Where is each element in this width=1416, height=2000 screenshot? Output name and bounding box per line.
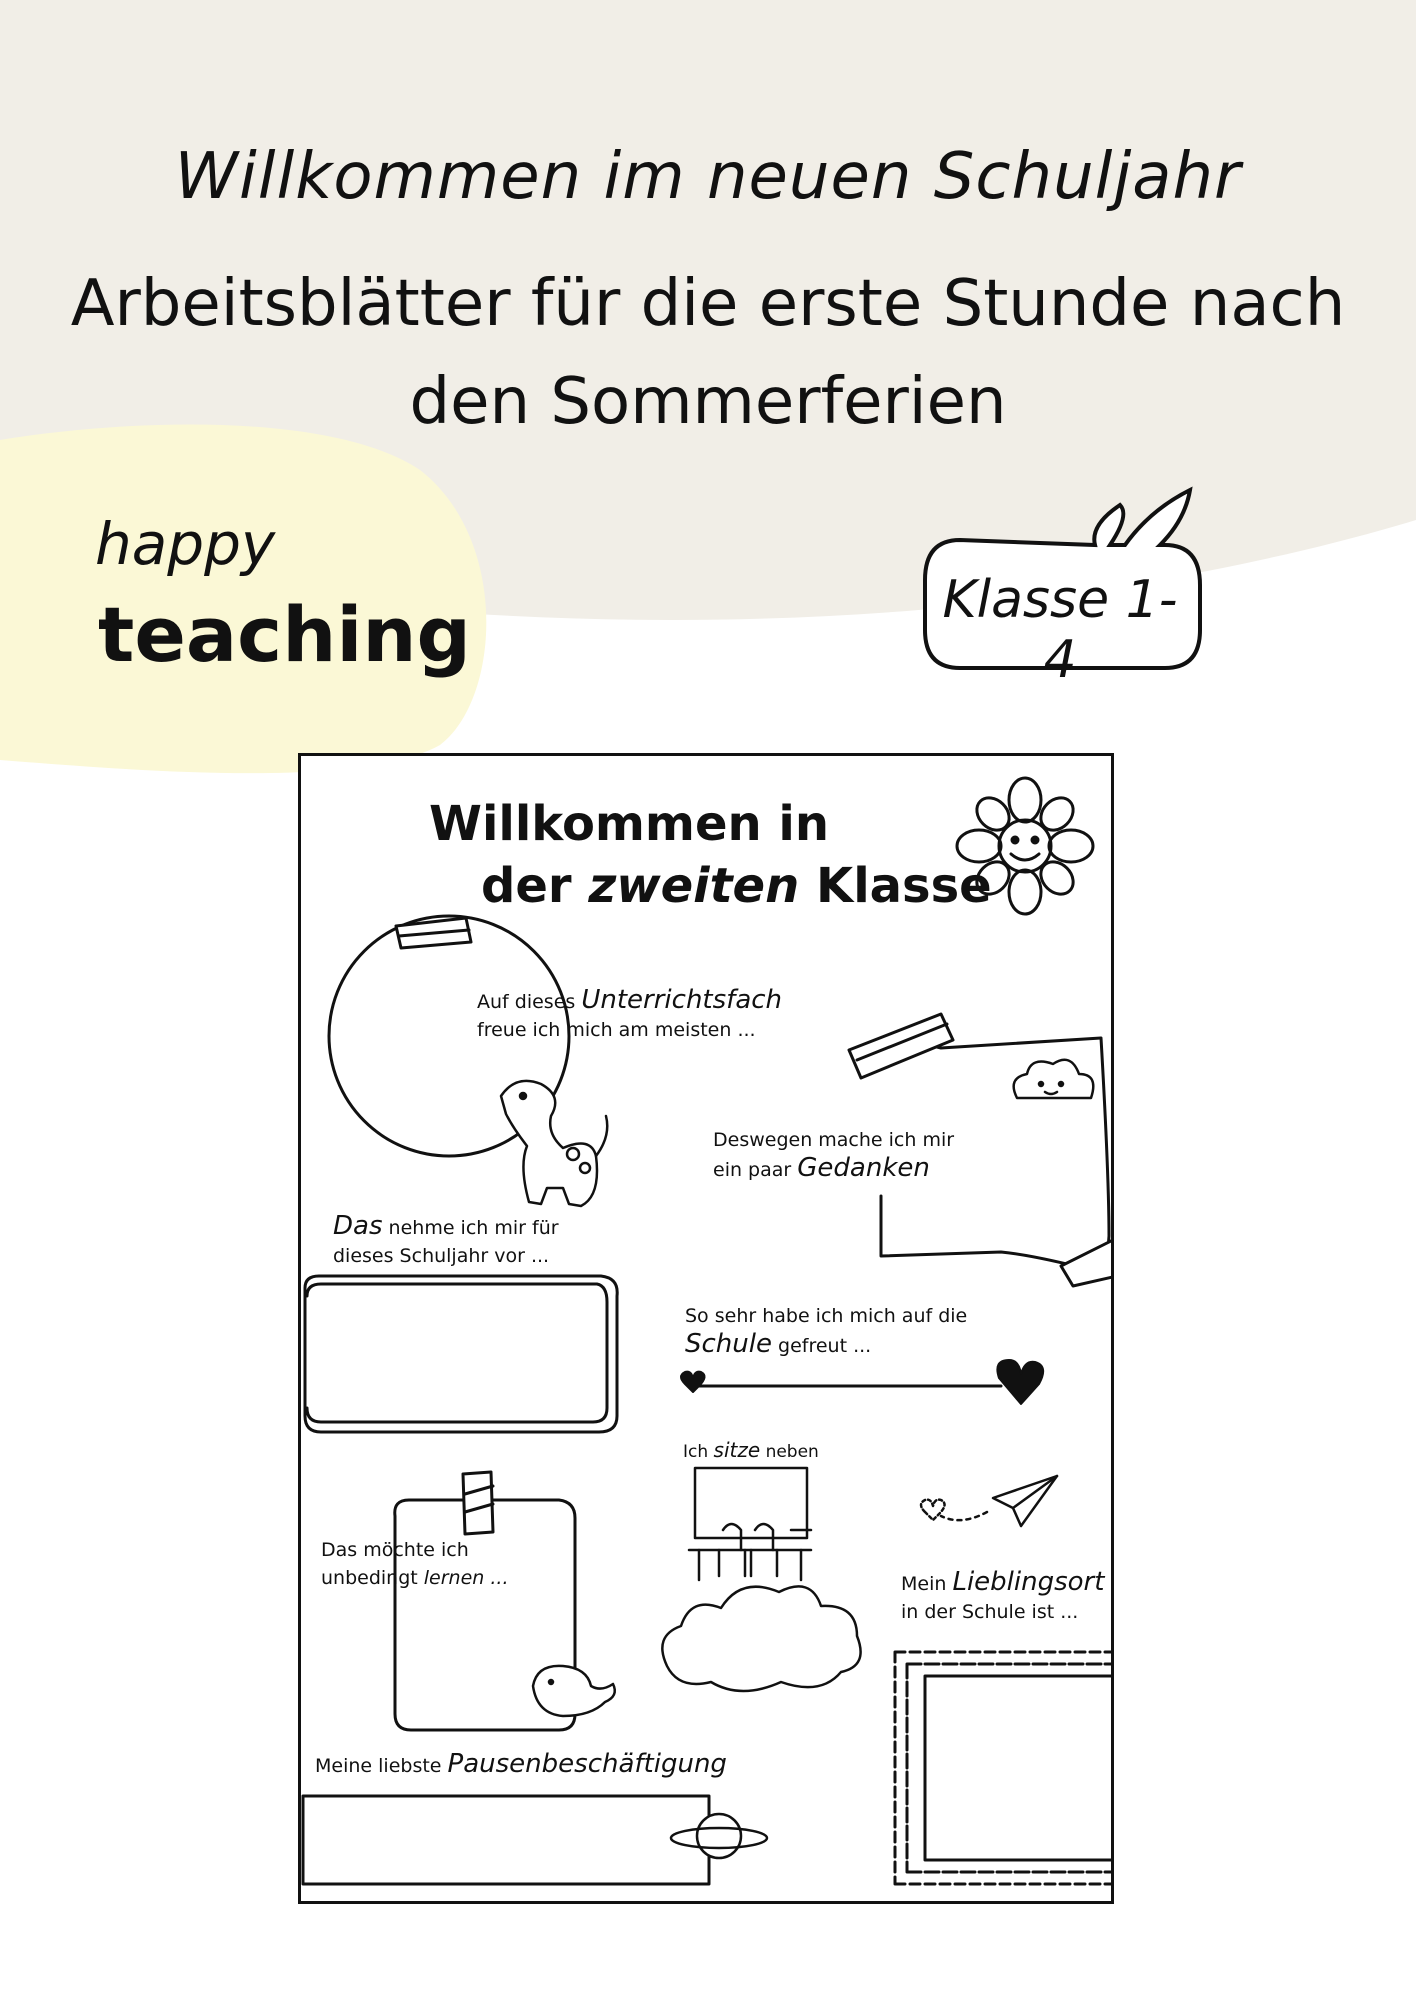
prompt-favorite-place [901,1568,1104,1626]
prompt-thoughts [713,1126,954,1184]
favorite-place-frame [895,1652,1114,1884]
prompt-school-joy-a: So sehr habe ich mich auf die [685,1305,968,1327]
prompt-resolution [333,1212,559,1270]
prompt-learn [321,1536,509,1592]
planet-icon [671,1814,767,1858]
cloud-icon [1014,1060,1094,1098]
title-zweiten: zweiten [588,858,800,914]
prompt-favorite-place-b: Lieblingsort [952,1567,1105,1597]
prompt-school-joy-c: gefreut ... [778,1335,872,1357]
prompt-seat-a: Ich [683,1442,709,1462]
prompt-learn-a: Das möchte ich [321,1539,469,1561]
worksheet-title-line-1: Willkommen in [429,796,830,852]
prompt-thoughts-a: Deswegen mache ich mir [713,1129,955,1151]
prompt-thoughts-c: Gedanken [797,1153,930,1183]
brand-happy: happy [95,510,276,578]
break-box-frame [303,1796,709,1884]
prompt-subject-c: freue ich mich am meisten ... [477,1019,756,1041]
subtitle-line-1: Arbeitsblätter für die erste Stunde nach [70,267,1346,341]
heart-line [681,1360,1043,1404]
prompt-school-joy-b: Schule [685,1329,772,1359]
subtitle [60,255,1356,451]
prompt-subject-a: Auf dieses [477,991,576,1013]
prompt-seat-b: sitze [713,1438,761,1462]
prompt-school-joy [685,1302,967,1360]
title-der: der [481,858,572,914]
title-klasse: Klasse [816,858,992,914]
prompt-learn-b: unbedingt [321,1567,418,1589]
main-title: Willkommen im neuen Schuljahr [174,140,1242,214]
worksheet-title-line-2 [481,856,992,916]
prompt-subject [477,986,782,1044]
paper-plane-icon [921,1476,1057,1526]
dinosaur-icon [501,1081,607,1206]
brand-teaching: teaching [98,590,471,679]
subtitle-line-2: den Sommerferien [409,365,1007,439]
whale-icon [533,1666,615,1716]
prompt-resolution-a: Das [333,1211,383,1241]
worksheet-preview [298,753,1114,1904]
resolution-box-frame [305,1276,617,1432]
prompt-thoughts-b: ein paar [713,1159,792,1181]
prompt-seat [683,1436,819,1466]
prompt-favorite-place-c: in der Schule ist ... [901,1601,1079,1623]
prompt-break-b: Pausenbeschäftigung [447,1749,727,1779]
prompt-break-a: Meine liebste [315,1755,442,1777]
prompt-seat-c: neben [765,1442,819,1462]
prompt-resolution-c: dieses Schuljahr vor ... [333,1245,550,1267]
prompt-learn-c: lernen ... [423,1567,509,1589]
prompt-subject-b: Unterrichtsfach [581,985,783,1015]
grade-badge: Klasse 1-4 [942,570,1178,690]
prompt-resolution-b: nehme ich mir für [388,1217,559,1239]
classroom-icon [662,1468,860,1691]
prompt-break [315,1750,727,1780]
prompt-favorite-place-a: Mein [901,1573,947,1595]
